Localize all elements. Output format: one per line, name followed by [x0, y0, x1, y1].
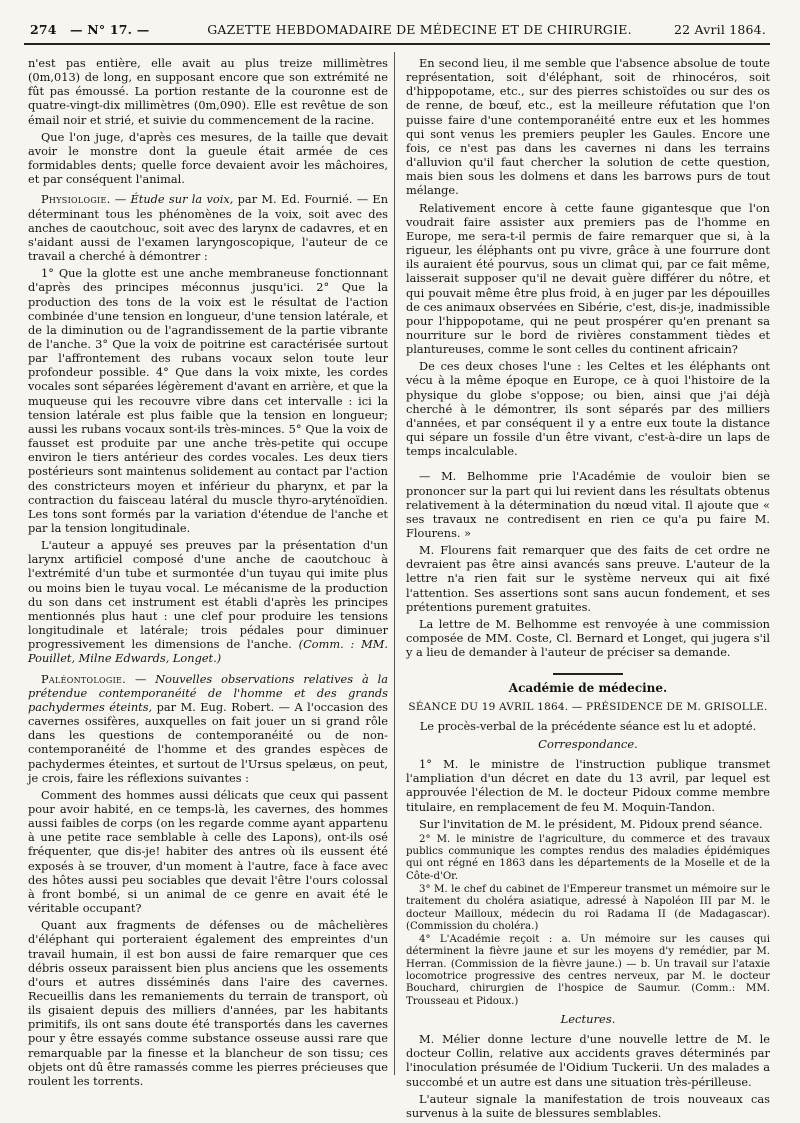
intro-paragraph-1: n'est pas entière, elle avait au plus treize millimètres (0m,013) de long, en supposant encore que son extrémité ne fût pas émoussé. La portion restante de la couronne est de quatre-vingt-dix millimètres (0m,090). Elle est revêtue de son émail noir et strié, et suivie du commencement de la racine. [28, 56, 388, 127]
left-column [28, 56, 388, 1091]
right-column [406, 56, 770, 1123]
correspondance-item-1: 1° M. le ministre de l'instruction publique transmet l'ampliation d'un décret en date du 13 avril, par lequel est approuvée l'élection de M. le docteur Pidoux comme membre titulaire, en remplacement de feu M. Moquin-Tandon. [406, 757, 770, 814]
correspondance-heading: Correspondance. [538, 736, 638, 751]
correspondance-item-4: 4° L'Académie reçoit : a. Un mémoire sur les causes qui déterminent la fièvre jaune et sur les moyens d'y remédier, par M. Herran. (Commission de la fièvre jaune.) — b. Un travail sur l'ataxie locomotrice progressive des centres nerveux, par M. le docteur Bouchard, chirurgien de l'hospice de Saumur. (Comm.: MM. Trousseau et Pidoux.) [406, 934, 770, 1007]
section-bar [553, 673, 623, 675]
paleontology-paragraph-2: Comment des hommes aussi délicats que ceux qui passent pour avoir habité, en ce temps-là, les cavernes, des hommes aussi faibles de corps (on les regarde comme ayant appartenu à une petite race semblable à celle des Lapons), ont-ils osé fréquenter, que dis-je! habiter des antres où ils eussent été exposés à se trouver, d'un moment à l'autre, face à face avec des hôtes aussi peu sociables que devait l'être l'ours colossal à front bombé, si un animal de ce genre en avait été le véritable occupant? [28, 787, 388, 916]
physiology-section: Physiologie. — Étude sur la voix, par M. Ed. Fournié. — En déterminant tous les phénomènes de la voix, soit avec des anches de caoutchouc, soit avec des larynx de cadavres, et en s'aidant aussi de l'examen laryngoscopique, l'auteur de ce travail a cherché à démontrer : [28, 192, 389, 264]
column-divider [394, 52, 395, 1075]
academy-title: Académie de médecine. [508, 681, 668, 696]
right-paragraph-2: Relativement encore à cette faune gigantesque que l'on voudrait faire assister aux premiers pas de l'homme en Europe, me sera-t-il permis de faire remarquer que si, à la rigueur, les éléphants ont pu vivre, grâce à une fourrure dont ils auraient été pourvus, sous un climat qui, par ce fait même, laisserait supposer qu'il ne devait guère différer du nôtre, et qui pouvait même être plus froid, à en juger par les dépouilles de ces animaux observées en Sibérie, c'est, dis-je, inadmissible pour l'hippopotame, qui ne peut prospérer qu'en prenant sa nourriture sur le bord de rivières constamment tièdes et plantureuses, comme le sont celles du continent africain? [406, 200, 770, 357]
paleontology-title: Nouvelles observations relatives à la prétendue contemporanéité de l'homme et des grands pachydermes éteints, [28, 671, 388, 714]
physiology-proof [28, 538, 388, 665]
seance-line: SÉANCE DU 19 AVRIL 1864. — PRÉSIDENCE DE M. GRISOLLE. [408, 700, 768, 713]
page-header [30, 22, 766, 40]
paleontology-section: Paléontologie. — Nouvelles observations relatives à la prétendue contemporanéité de l'homme et des grands pachydermes éteints, par M. Eug. Robert. — A l'occasion des cavernes ossifères, auxquelles on fait jouer un si grand rôle dans les questions de contemporanéité ou de non-contemporanéité de l'homme et des grandes espèces de pachydermes éteintes, et surtout de l'Ursus spelæus, on peut, je crois, faire les réflexions suivantes : [28, 671, 389, 785]
correspondance-item-3: 3° M. le chef du cabinet de l'Empereur transmet un mémoire sur le traitement du choléra asiatique, adressé à Napoléon III par M. le docteur Mailloux, médecin du roi Radama II (de Madagascar). (Commission du choléra.) [406, 884, 770, 932]
lectures-heading: Lectures. [560, 1011, 616, 1026]
belhomme-paragraph: — M. Belhomme prie l'Académie de vouloir bien se prononcer sur la part qui lui revient dans les résultats obtenus relativement à la détermination du nœud vital. Il ajoute que « ses travaux ne contredisent en rien ce qu'a pu faire M. Flourens. » [406, 469, 770, 540]
paleontology-paragraph-3: Quant aux fragments de défenses ou de mâchelières d'éléphant qui porteraient également des empreintes d'un travail humain, il est bon aussi de faire remarquer que ces débris osseux paraissent bien plus anciens que les ossements d'ours et autres disséminés dans l'aire des cavernes. Recueillis dans les remaniements du terrain de transport, où ils gisaient depuis des milliers d'années, par les habitants primitifs, ils ont sans doute été transportés dans les cavernes pour y être essayés comme substance osseuse aussi rare que remarquable par la finesse et la blancheur de son tissu; ces objets ont dû être ramassés comme les pierres précieuses que roulent les torrents. [28, 918, 388, 1088]
physiology-title: Étude sur la voix, [130, 192, 234, 207]
page-number: 274 [30, 22, 57, 37]
proces-verbal: Le procès-verbal de la précédente séance est lu et adopté. [419, 718, 757, 733]
spacer [406, 461, 770, 469]
right-paragraph-3: De ces deux choses l'une : les Celtes et les éléphants ont vécu à la même époque en Europe, ce à quoi l'histoire de la physique du globe s'oppose; ou bien, ainsi que j'ai déjà cherché à le démontrer, ils sont séparés par des milliers d'années, et par conséquent il y a entre eux toute la distance qui sépare un fossile d'un être vivant, c'est-à-dire un laps de temps incalculable. [406, 359, 770, 459]
final-paragraph: L'auteur signale la manifestation de trois nouveaux cas survenus à la suite de blessures semblables. [406, 1091, 770, 1120]
journal-title: GAZETTE HEBDOMADAIRE DE MÉDECINE ET DE CHIRURGIE. [207, 22, 632, 37]
issue-date: 22 Avril 1864. [674, 22, 766, 37]
physiology-body: En déterminant tous les phénomènes de la voix, soit avec des anches de caoutchouc, soit avec des larynx de cadavres, et en s'aidant aussi de l'examen laryngoscopique, l'auteur de ce travail a cherché à démontrer : [28, 192, 389, 264]
correspondance-item-2: 2° M. le ministre de l'agriculture, du commerce et des travaux publics communique les comptes rendus des maladies épidémiques qui ont régné en 1863 dans les départements de la Moselle et de la Côte-d'Or. [406, 833, 770, 882]
physiology-points: 1° Que la glotte est une anche membraneuse fonctionnant d'après des principes méconnus jusqu'ici. 2° Que la production des tons de la voix est le résultat de l'action combinée d'une tension en longueur, d'une tension latérale, et de la diminution ou de l'agrandissement de la partie vibrante de l'anche. 3° Que la voix de poitrine est caractérisée surtout par l'affrontement des rubans vocaux selon toute leur profondeur possible. 4° Que dans la voix mixte, les cordes vocales sont séparées légèrement d'avant en arrière, et que la muqueuse qui les recouvre vibre dans cet intervalle : ici la tension latérale est plus faible que la tension en longueur; aussi les rubans vocaux sont-ils très-minces. 5° Que la voix de fausset est produite par une anche très-petite qui occupe environ le tiers antérieur des cordes vocales. Les deux tiers postérieurs sont maintenus solidement au contact par l'action des constricteurs moyen et inférieur du pharynx, et par la contraction du faisceau latéral du muscle thyro-aryténoïdien. Les tons sont formés par la variation d'étendue de l'anche et par la tension longitudinale. [28, 266, 388, 535]
physiology-author: par M. Ed. Fournié. [237, 192, 353, 207]
physiology-proof-text: L'auteur a appuyé ses preuves par la présentation d'un larynx artificiel composé d'une anche de caoutchouc à l'extrémité d'un tube et surmontée d'un tuyau qui imite plus ou moins bien le tuyau vocal. Le mécanisme de la production du son dans cet instrument est établi d'après les principes mentionnés plus haut : une clef pour produire les tensions longitudinale et latérale; trois pédales pour diminuer progressivement les dimensions de l'anche. [28, 538, 388, 652]
paleontology-body: A l'occasion des cavernes ossifères, auxquelles on fait jouer un si grand rôle dans les questions de contemporanéité ou de non-contemporanéité de l'homme et des grandes espèces de pachydermes éteintes, et surtout de l'Ursus spelæus, on peut, je crois, faire les réflexions suivantes : [28, 699, 389, 785]
header-rule [24, 43, 770, 45]
correspondance-invitation: Sur l'invitation de M. le président, M. Pidoux prend séance. [419, 816, 763, 831]
intro-paragraph-2: Que l'on juge, d'après ces mesures, de la taille que devait avoir le monstre dont la gueule était armée de ces formidables dents; quelle force devaient avoir les mâchoires, et par conséquent l'animal. [28, 129, 388, 187]
right-paragraph-1: En second lieu, il me semble que l'absence absolue de toute représentation, soit d'éléphant, soit de rhinocéros, soit d'hippopotame, etc., sur des pierres schistoïdes ou sur des os de renne, de bœuf, etc., est la meilleure réfutation que l'on puisse faire d'une contemporanéité entre eux et les hommes qui sont venus les premiers peupler les Gaules. Encore une fois, ce n'est pas dans les cavernes ni dans les terrains d'alluvion qu'il faut chercher la solution de cette question, mais bien sous les dolmens et dans les barrows purs de tout mélange. [406, 56, 770, 198]
physiology-commission: (Comm. : MM. Pouillet, Milne Edwards, Longet.) [28, 637, 388, 666]
paleontology-author: par M. Eug. Robert. [156, 699, 275, 714]
issue-number: — N° 17. — [70, 22, 150, 37]
flourens-paragraph: M. Flourens fait remarquer que des faits de cet ordre ne devraient pas être ainsi avancés sans preuve. L'auteur de la lettre n'a rien fait sur le système nerveux qui ait fixé l'attention. Ses assertions sont sans aucun fondement, et ses prétentions purement gratuites. [406, 543, 770, 614]
melier-paragraph: M. Mélier donne lecture d'une nouvelle lettre de M. le docteur Collin, relative aux accidents graves déterminés par l'inoculation présumée de l'Oidium Tuckerii. Un des malades a succombé et un autre est dans une situation très-périlleuse. [406, 1032, 770, 1089]
renvoi-paragraph: La lettre de M. Belhomme est renvoyée à une commission composée de MM. Coste, Cl. Bernard et Longet, qui jugera s'il y a lieu de demander à l'auteur de préciser sa demande. [406, 616, 770, 660]
paleontology-label: Paléontologie. [41, 671, 127, 686]
physiology-label: Physiologie. [41, 192, 111, 207]
